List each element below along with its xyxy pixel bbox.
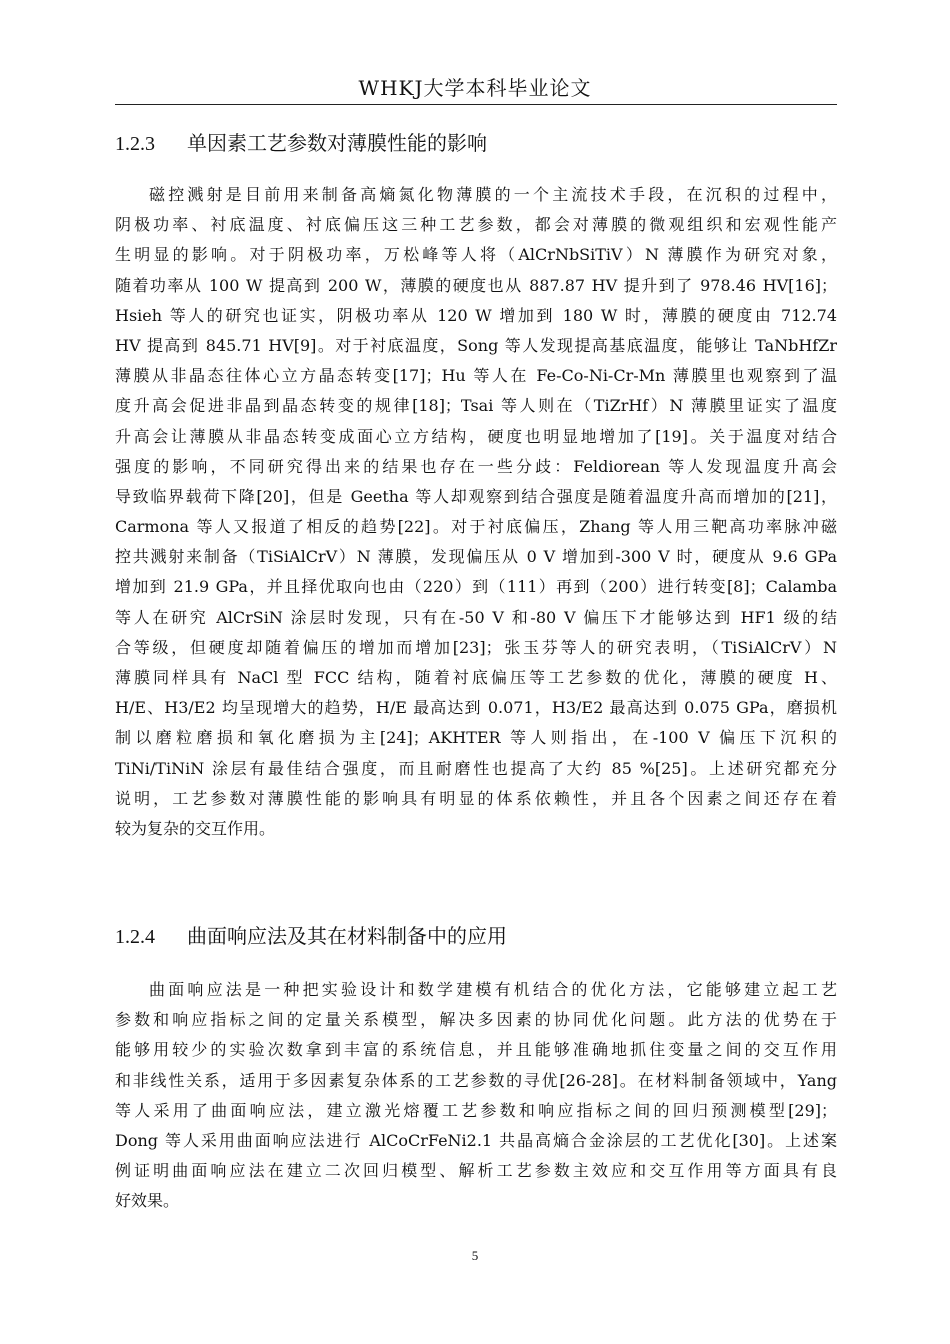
text-line: 曲面响应法是一种把实验设计和数学建模有机结合的优化方法，它能够建立起工艺 [149, 980, 837, 999]
section-number: 1.2.3 [115, 133, 155, 155]
text-line: 生明显的影响。对于阴极功率，万松峰等人将（AlCrNbSiTiV）N 薄膜作为研究对象， [115, 245, 837, 265]
section-heading-1-2-3 [115, 127, 487, 156]
text-line: 例证明曲面响应法在建立二次回归模型、解析工艺参数主效应和交互作用等方面具有良 [115, 1161, 837, 1181]
section-number: 1.2.4 [115, 926, 155, 948]
text-line: 薄膜同样具有 NaCl 型 FCC 结构，随着衬底偏压等工艺参数的优化，薄膜的硬度 H、 [115, 668, 837, 687]
text-line: 合等级，但硬度却随着偏压的增加而增加[23]；张玉芬等人的研究表明，（TiSiAlCrV）N [115, 637, 837, 657]
text-line: 等人在研究 AlCrSiN 涂层时发现，只有在-50 V 和-80 V 偏压下才能够达到 HF1 级的结 [115, 607, 837, 627]
text-line: 度升高会促进非晶到晶态转变的规律[18]；Tsai 等人则在（TiZrHf）N 薄膜里证实了温度 [115, 396, 837, 416]
section-1-2-3-paragraph [115, 180, 837, 844]
text-line: 薄膜从非晶态往体心立方晶态转变[17]；Hu 等人在 Fe-Co-Ni-Cr-Mn 薄膜里也观察到了温 [115, 366, 837, 386]
text-line: 随着功率从 100 W 提高到 200 W，薄膜的硬度也从 887.87 HV 提升到了 978.46 HV[16]； [115, 275, 837, 295]
text-line: 制以磨粒磨损和氧化磨损为主[24]；AKHTER 等人则指出，在-100 V 偏压下沉积的 [115, 728, 837, 748]
text-line: 磁控溅射是目前用来制备高熵氮化物薄膜的一个主流技术手段，在沉积的过程中， [149, 185, 837, 204]
text-line: 等人采用了曲面响应法，建立激光熔覆工艺参数和响应指标之间的回归预测模型[29]； [115, 1100, 837, 1120]
running-header: WHKJ大学本科毕业论文 [358, 76, 592, 100]
text-line: 参数和响应指标之间的定量关系模型，解决多因素的协同优化问题。此方法的优势在于 [115, 1010, 837, 1030]
text-line: Carmona 等人又报道了相反的趋势[22]。对于衬底偏压，Zhang 等人用三靶高功率脉冲磁 [115, 517, 837, 537]
text-line: 说明，工艺参数对薄膜性能的影响具有明显的体系依赖性，并且各个因素之间还存在着 [115, 788, 837, 808]
text-line: TiNi/TiNiN 涂层有最佳结合强度，而且耐磨性也提高了大约 85 %[25]。上述研究都充分 [115, 758, 837, 778]
text-line: HV 提高到 845.71 HV[9]。对于衬底温度，Song 等人发现提高基底温度，能够让 TaNbHfZr [115, 335, 837, 355]
section-1-2-4-paragraph [115, 975, 837, 1217]
text-line: 能够用较少的实验次数拿到丰富的系统信息，并且能够准确地抓住变量之间的交互作用 [115, 1040, 837, 1060]
text-line: 较为复杂的交互作用。 [115, 818, 276, 838]
text-line: 和非线性关系，适用于多因素复杂体系的工艺参数的寻优[26-28]。在材料制备领域中，Yang [115, 1070, 837, 1090]
text-line: 阴极功率、衬底温度、衬底偏压这三种工艺参数，都会对薄膜的微观组织和宏观性能产 [115, 215, 837, 235]
text-line: 增加到 21.9 GPa，并且择优取向也由（220）到（111）再到（200）进行转变[8]；Calamba [115, 577, 837, 597]
section-title: 单因素工艺参数对薄膜性能的影响 [187, 131, 487, 155]
section-heading-1-2-4 [115, 920, 507, 949]
text-line: 导致临界载荷下降[20]，但是 Geetha 等人却观察到结合强度是随着温度升高而增加的[21]， [115, 486, 837, 506]
header-rule [115, 104, 837, 105]
text-line: Hsieh 等人的研究也证实，阴极功率从 120 W 增加到 180 W 时，薄膜的硬度由 712.74 [115, 305, 837, 325]
text-line: 好效果。 [115, 1191, 180, 1211]
text-line: 升高会让薄膜从非晶态转变成面心立方结构，硬度也明显地增加了[19]。关于温度对结合 [115, 426, 837, 446]
section-title: 曲面响应法及其在材料制备中的应用 [187, 924, 507, 948]
text-line: H/E、H3/E2 均呈现增大的趋势，H/E 最高达到 0.071，H3/E2 最高达到 0.075 GPa，磨损机 [115, 698, 837, 718]
page-number: 5 [471, 1248, 479, 1263]
text-line: 控共溅射来制备（TiSiAlCrV）N 薄膜，发现偏压从 0 V 增加到-300 V 时，硬度从 9.6 GPa [115, 547, 837, 567]
text-line: 强度的影响，不同研究得出来的结果也存在一些分歧：Feldiorean 等人发现温度升高会 [115, 456, 837, 476]
text-line: Dong 等人采用曲面响应法进行 AlCoCrFeNi2.1 共晶高熵合金涂层的工艺优化[30]。上述案 [115, 1130, 837, 1150]
